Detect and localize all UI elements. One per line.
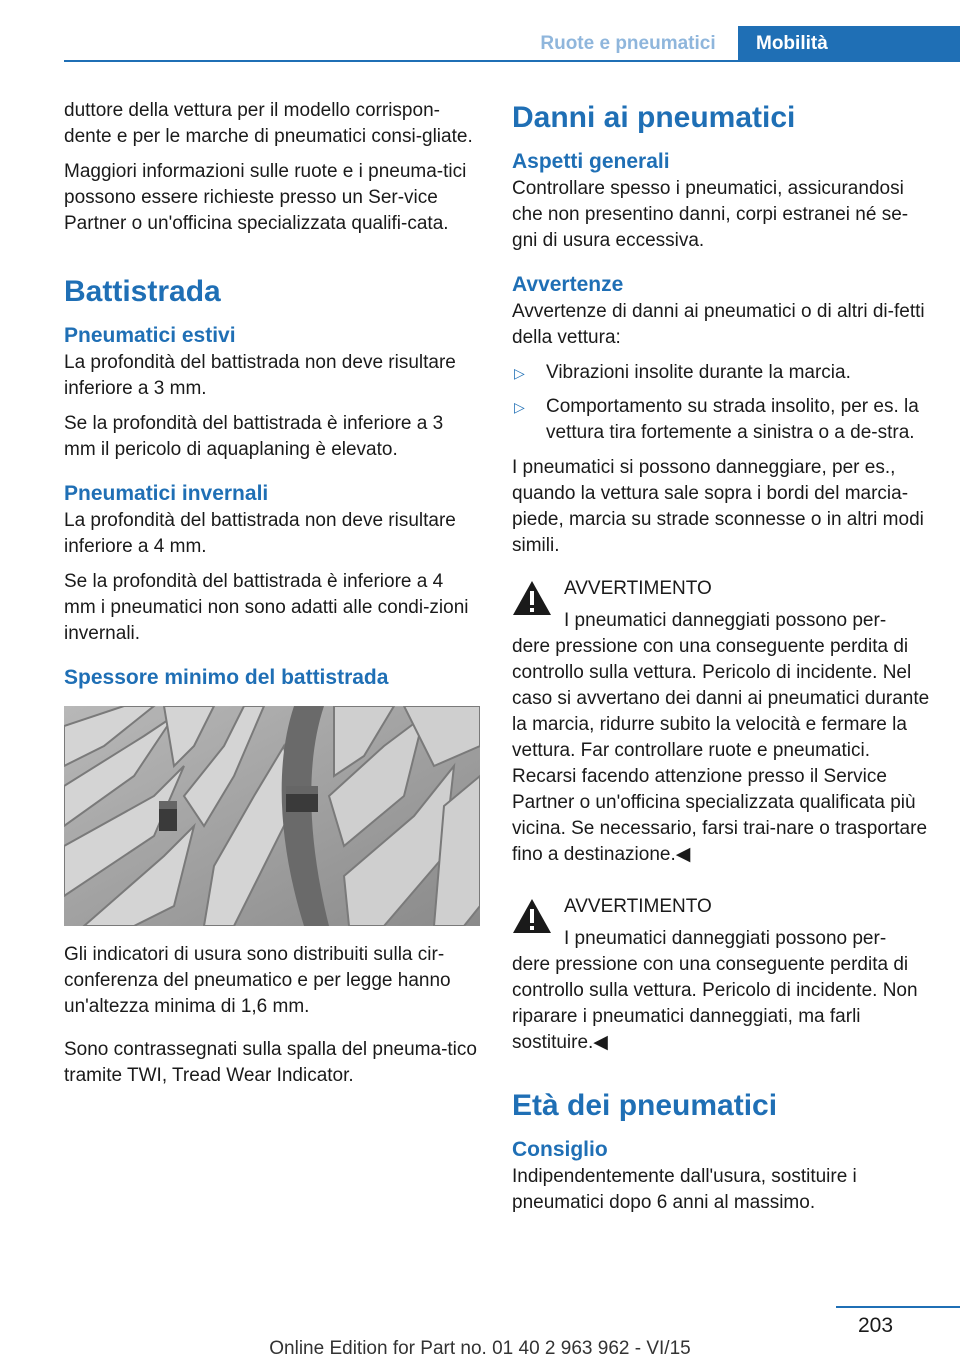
right-column bbox=[512, 98, 932, 1225]
header-chapter-tab: Mobilità bbox=[738, 26, 960, 62]
footer-rule bbox=[836, 1306, 960, 1308]
notes-paragraph: Avvertenze di danni ai pneumatici o di altri di-fetti della vettura: bbox=[512, 301, 925, 348]
warning-title: AVVERTIMENTO bbox=[564, 896, 712, 917]
intro-paragraph-2: Maggiori informazioni sulle ruote e i pneuma-tici possono essere richieste presso un Ser-vice Partner o un'officina specializzata qualifi-cata. bbox=[64, 161, 467, 234]
list-bullet-icon: ▷ bbox=[514, 365, 525, 381]
list-item bbox=[512, 360, 932, 386]
list-item-text: Vibrazioni insolite durante la marcia. bbox=[546, 362, 851, 383]
damage-paragraph: I pneumatici si possono danneggiare, per es., quando la vettura sale sopra i bordi del marcia-piede, marcia su strade sconnesse o in altri modi simili. bbox=[512, 457, 924, 556]
header-rule bbox=[64, 60, 960, 62]
heading-general-aspects: Aspetti generali bbox=[512, 150, 670, 173]
header-section-tab: Ruote e pneumatici bbox=[540, 33, 716, 54]
summer-paragraph-2: Se la profondità del battistrada è inferiore a 3 mm il pericolo di aquaplaning è elevato. bbox=[64, 413, 444, 460]
warning-triangle-icon bbox=[512, 580, 552, 616]
warning-triangle-icon bbox=[512, 898, 552, 934]
warning-title: AVVERTIMENTO bbox=[564, 578, 712, 599]
winter-paragraph-2: Se la profondità del battistrada è inferiore a 4 mm i pneumatici non sono adatti alle condi-zioni invernali. bbox=[64, 571, 469, 644]
heading-advice: Consiglio bbox=[512, 1138, 608, 1161]
warning-lead: I pneumatici danneggiati possono per- bbox=[564, 928, 887, 949]
general-paragraph: Controllare spesso i pneumatici, assicurandosi che non presentino danni, corpi estranei né se-gni di usura eccessiva. bbox=[512, 178, 909, 251]
list-item bbox=[512, 394, 932, 446]
min-tread-paragraph-1: Gli indicatori di usura sono distribuiti sulla cir-conferenza del pneumatico e per legge hanno un'altezza minima di 1,6 mm. bbox=[64, 944, 451, 1017]
winter-paragraph-1: La profondità del battistrada non deve risultare inferiore a 4 mm. bbox=[64, 510, 456, 557]
heading-summer-tires: Pneumatici estivi bbox=[64, 324, 236, 347]
page-number: 203 bbox=[858, 1314, 894, 1337]
warning-box-2 bbox=[512, 894, 932, 1056]
summer-paragraph-1: La profondità del battistrada non deve risultare inferiore a 3 mm. bbox=[64, 352, 456, 399]
list-bullet-icon: ▷ bbox=[514, 399, 525, 415]
heading-notes: Avvertenze bbox=[512, 273, 624, 296]
heading-tire-damage: Danni ai pneumatici bbox=[512, 101, 796, 134]
left-column bbox=[64, 98, 480, 1098]
heading-min-tread: Spessore minimo del battistrada bbox=[64, 666, 389, 689]
heading-winter-tires: Pneumatici invernali bbox=[64, 482, 269, 505]
advice-paragraph: Indipendentemente dall'usura, sostituire i pneumatici dopo 6 anni al massimo. bbox=[512, 1166, 857, 1213]
warning-lead: I pneumatici danneggiati possono per- bbox=[564, 610, 887, 631]
warning-body: dere pressione con una conseguente perdita di controllo sulla vettura. Pericolo di incidente. Non riparare i pneumatici danneggiati, ma farli sostituire.◀ bbox=[512, 954, 918, 1053]
min-tread-paragraph-2: Sono contrassegnati sulla spalla del pneuma-tico tramite TWI, Tread Wear Indicator. bbox=[64, 1039, 477, 1086]
notes-list bbox=[512, 360, 932, 446]
heading-battistrada: Battistrada bbox=[64, 275, 221, 308]
list-item-text: Comportamento su strada insolito, per es. la vettura tira fortemente a sinistra o a de-stra. bbox=[546, 396, 919, 443]
tread-wear-indicator-image bbox=[64, 706, 480, 926]
warning-body: dere pressione con una conseguente perdita di controllo sulla vettura. Pericolo di incidente. Nel caso si avvertano dei danni ai pneumatici durante la marcia, ridurre subito la velocità e fermare la vettura. Far controllare ruote e pneumatici. Recarsi facendo attenzione presso il Service Partner o un'officina specializzata qualificata più vicina. Se necessario, farsi trai-nare o trasportare fino a destinazione.◀ bbox=[512, 636, 930, 865]
heading-tire-age: Età dei pneumatici bbox=[512, 1089, 778, 1122]
warning-box-1 bbox=[512, 576, 932, 868]
intro-paragraph-1: duttore della vettura per il modello corrispon-dente e per le marche di pneumatici consi-gliate. bbox=[64, 100, 473, 147]
footer-edition: Online Edition for Part no. 01 40 2 963 962 - VI/15 bbox=[269, 1338, 691, 1359]
